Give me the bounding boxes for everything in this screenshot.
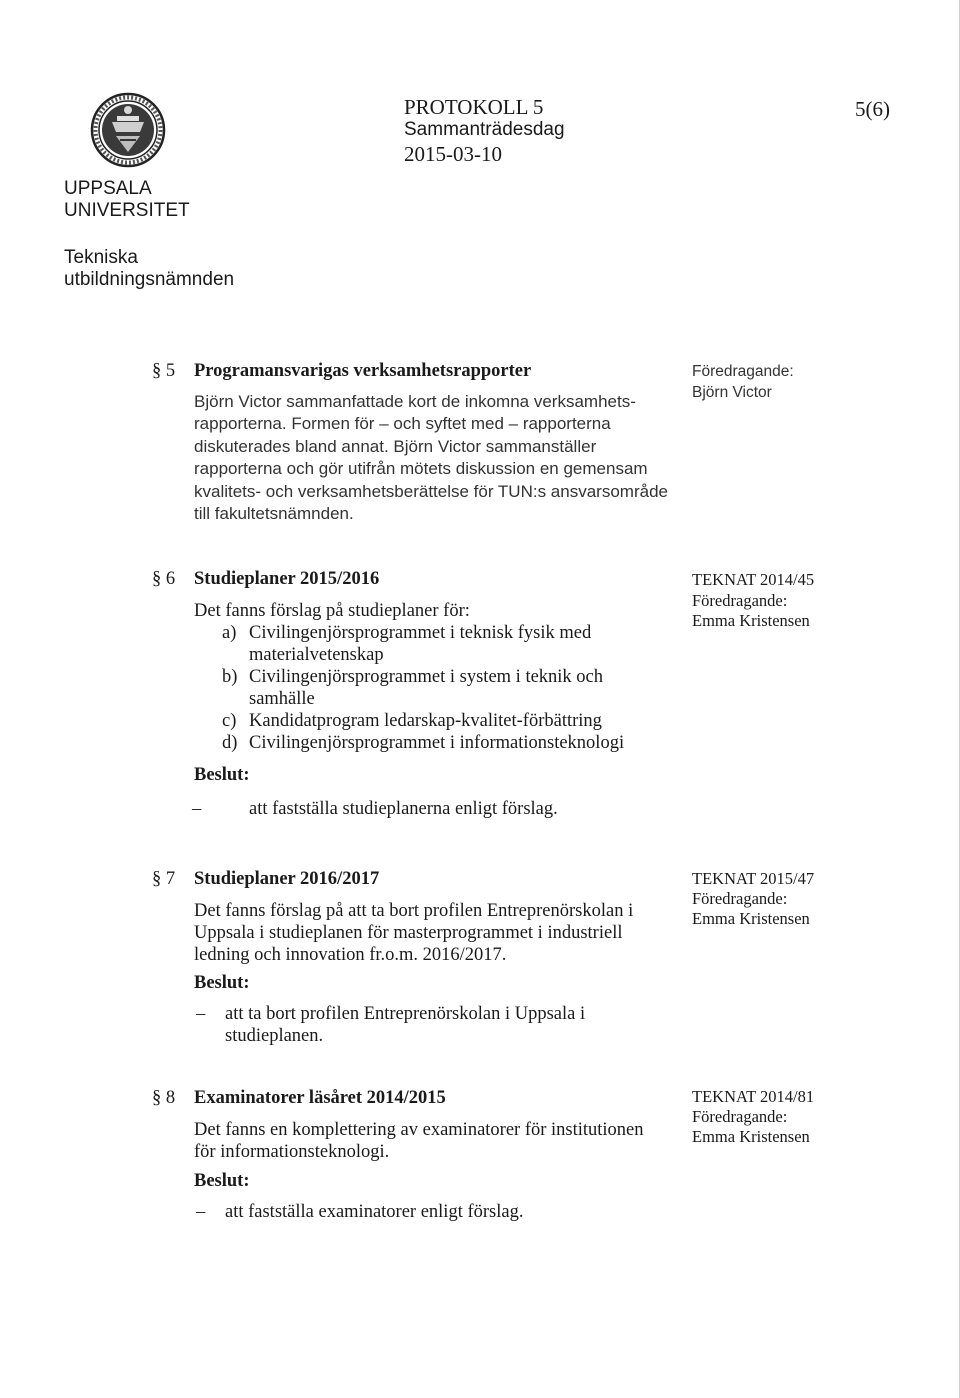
body-line: diskuterades bland annat. Björn Victor sammanställer (194, 437, 597, 456)
body-line: Det fanns förslag på att ta bort profilen Entreprenörskolan i (194, 901, 634, 921)
university-name-line2: UNIVERSITET (64, 200, 190, 221)
page-number: 5(6) (855, 97, 890, 121)
presenter-label: Föredragande: (692, 363, 794, 380)
decision-text: att fastställa examinatorer enligt förslag. (225, 1202, 524, 1222)
university-seal-logo (90, 92, 166, 168)
committee-name-line2: utbildningsnämnden (64, 269, 235, 290)
decision-dash: – (192, 799, 202, 819)
list-item-line: Civilingenjörsprogrammet i system i teknik och (249, 667, 604, 687)
body-line: Björn Victor sammanfattade kort de inkomna verksamhets- (194, 392, 636, 411)
list-item-line: Civilingenjörsprogrammet i informationsteknologi (249, 733, 625, 753)
body-line: ledning och innovation fr.o.m. 2016/2017. (194, 945, 507, 965)
list-item-line: Kandidatprogram ledarskap-kvalitet-förbättring (249, 711, 602, 731)
list-item-line: Civilingenjörsprogrammet i teknisk fysik med (249, 623, 592, 643)
body-line: Det fanns en komplettering av examinatorer för institutionen (194, 1120, 644, 1140)
body-line: till fakultetsnämnden. (194, 504, 354, 523)
section-title: Examinatorer läsåret 2014/2015 (194, 1088, 446, 1108)
section-title: Studieplaner 2016/2017 (194, 869, 380, 889)
section-intro: Det fanns förslag på studieplaner för: (194, 601, 470, 621)
presenter-label: Föredragande: (692, 889, 788, 908)
decision-dash: – (196, 1004, 206, 1024)
body-line: för informationsteknologi. (194, 1142, 390, 1162)
presenter-name: Emma Kristensen (692, 611, 810, 630)
body-line: kvalitets- och verksamhetsberättelse för TUN:s ansvarsområde (194, 482, 668, 501)
decision-text: att fastställa studieplanerna enligt förslag. (249, 799, 558, 819)
presenter-label: Föredragande: (692, 1107, 788, 1126)
presenter-label: Föredragande: (692, 591, 788, 610)
list-marker: d) (222, 733, 238, 753)
presenter-name: Björn Victor (692, 384, 772, 401)
decision-label: Beslut: (194, 765, 250, 785)
decision-label: Beslut: (194, 1171, 250, 1191)
list-marker: c) (222, 711, 237, 731)
section-title: Programansvarigas verksamhetsrapporter (194, 361, 532, 381)
body-line: Uppsala i studieplanen för masterprogrammet i industriell (194, 923, 623, 943)
presenter-name: Emma Kristensen (692, 1127, 810, 1146)
section-title: Studieplaner 2015/2016 (194, 569, 380, 589)
decision-text: studieplanen. (225, 1026, 324, 1046)
decision-label: Beslut: (194, 973, 250, 993)
body-line: rapporterna. Formen för – och syftet med – rapporterna (194, 414, 611, 433)
reference-number: TEKNAT 2014/45 (692, 570, 815, 589)
list-marker: b) (222, 667, 238, 687)
decision-dash: – (196, 1202, 206, 1222)
section-number: § 8 (152, 1088, 176, 1108)
section-number: § 5 (152, 361, 176, 381)
university-name-line1: UPPSALA (64, 178, 152, 199)
meeting-type: Sammanträdesdag (404, 119, 565, 140)
list-item-line: materialvetenskap (249, 645, 384, 665)
committee-name-line1: Tekniska (64, 247, 138, 268)
body-line: rapporterna och gör utifrån mötets diskussion en gemensam (194, 459, 648, 478)
list-item-line: samhälle (249, 689, 315, 709)
reference-number: TEKNAT 2015/47 (692, 869, 815, 888)
meeting-date: 2015-03-10 (404, 142, 502, 166)
presenter-name: Emma Kristensen (692, 909, 810, 928)
list-marker: a) (222, 623, 237, 643)
protocol-title: PROTOKOLL 5 (404, 95, 544, 119)
decision-text: att ta bort profilen Entreprenörskolan i Uppsala i (225, 1004, 586, 1024)
section-number: § 6 (152, 569, 176, 589)
reference-number: TEKNAT 2014/81 (692, 1087, 815, 1106)
section-number: § 7 (152, 869, 176, 889)
